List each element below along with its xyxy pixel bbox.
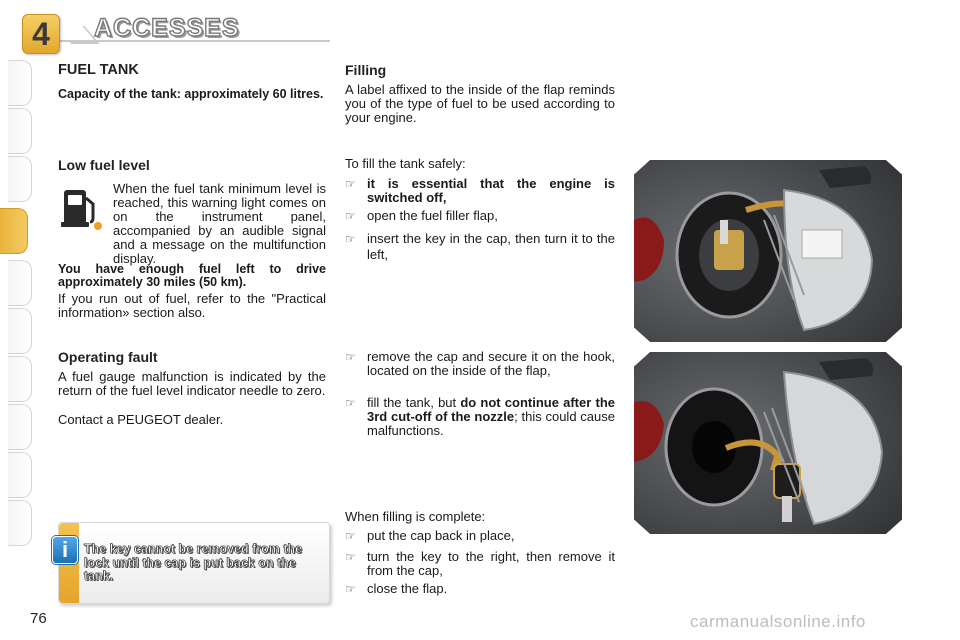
hand-pointer-icon: ☞ — [345, 177, 356, 191]
chapter-tab[interactable] — [8, 260, 32, 306]
step-engine-off: ☞ it is essential that the engine is switched off, — [345, 176, 615, 205]
photo-key-in-cap — [634, 160, 902, 342]
fuel-pump-warning-icon — [60, 184, 106, 232]
chapter-tab[interactable] — [8, 108, 32, 154]
low-fuel-text: When the fuel tank minimum level is reached, this warning light comes on on the instrument panel, accompanied by an audible signal and a message on the multifunction display. — [113, 181, 326, 266]
info-box-text: The key cannot be removed from the lock until the cap is put back on the tank. — [84, 542, 303, 583]
chapter-tab[interactable] — [8, 308, 32, 354]
info-icon: i — [52, 536, 78, 564]
hand-pointer-icon: ☞ — [345, 396, 356, 410]
fill-safely-label: To fill the tank safely: — [345, 156, 466, 171]
hand-pointer-icon: ☞ — [345, 529, 356, 543]
chapter-tabs — [0, 60, 36, 580]
hand-pointer-icon: ☞ — [345, 209, 356, 223]
step-replace-cap: ☞ put the cap back in place, — [345, 528, 515, 543]
chapter-tab[interactable] — [8, 356, 32, 402]
step-fill-tank: ☞ fill the tank, but do not continue after the 3rd cut-off of the nozzle; this could cause malfunctions. — [345, 395, 615, 438]
step-turn-key: ☞ turn the key to the right, then remove it from the cap, — [345, 549, 615, 578]
chapter-tab[interactable] — [8, 60, 32, 106]
hand-pointer-icon: ☞ — [345, 582, 356, 596]
chapter-tab[interactable] — [8, 156, 32, 202]
step-open-flap: ☞ open the fuel filler flap, — [345, 208, 498, 223]
dealer-contact: Contact a PEUGEOT dealer. — [58, 412, 224, 427]
step-remove-cap: ☞ remove the cap and secure it on the hook, located on the inside of the flap, — [345, 349, 615, 378]
hand-pointer-icon: ☞ — [345, 350, 356, 364]
hand-pointer-icon: ☞ — [345, 550, 356, 564]
tank-capacity: Capacity of the tank: approximately 60 litres. — [58, 87, 324, 101]
operating-fault-heading: Operating fault — [58, 349, 158, 365]
chapter-tab[interactable] — [8, 500, 32, 546]
fuel-tank-heading: FUEL TANK — [58, 62, 139, 78]
low-fuel-heading: Low fuel level — [58, 157, 150, 173]
step-insert-key: ☞ insert the key in the cap, then turn it to the left, — [345, 231, 615, 262]
filling-intro: A label affixed to the inside of the flap reminds you of the type of fuel to be used according to your engine. — [345, 82, 615, 125]
chapter-title: ACCESSES — [94, 14, 240, 42]
step-close-flap: ☞ close the flap. — [345, 581, 448, 596]
chapter-tab[interactable] — [8, 452, 32, 498]
operating-fault-text: A fuel gauge malfunction is indicated by the return of the fuel level indicator needle to zero. — [58, 369, 326, 398]
filling-complete-label: When filling is complete: — [345, 509, 486, 524]
page-number: 76 — [30, 610, 47, 627]
low-fuel-note: If you run out of fuel, refer to the "Practical information» section also. — [58, 291, 326, 320]
filling-heading: Filling — [345, 62, 387, 78]
chapter-tab[interactable] — [8, 404, 32, 450]
photo-cap-on-hook — [634, 352, 902, 534]
hand-pointer-icon: ☞ — [345, 232, 356, 246]
watermark: carmanualsonline.info — [690, 612, 866, 631]
chapter-number: 4 — [22, 14, 60, 54]
chapter-tab-active[interactable] — [0, 208, 28, 254]
low-fuel-range: You have enough fuel left to drive approximately 30 miles (50 km). — [58, 262, 326, 289]
